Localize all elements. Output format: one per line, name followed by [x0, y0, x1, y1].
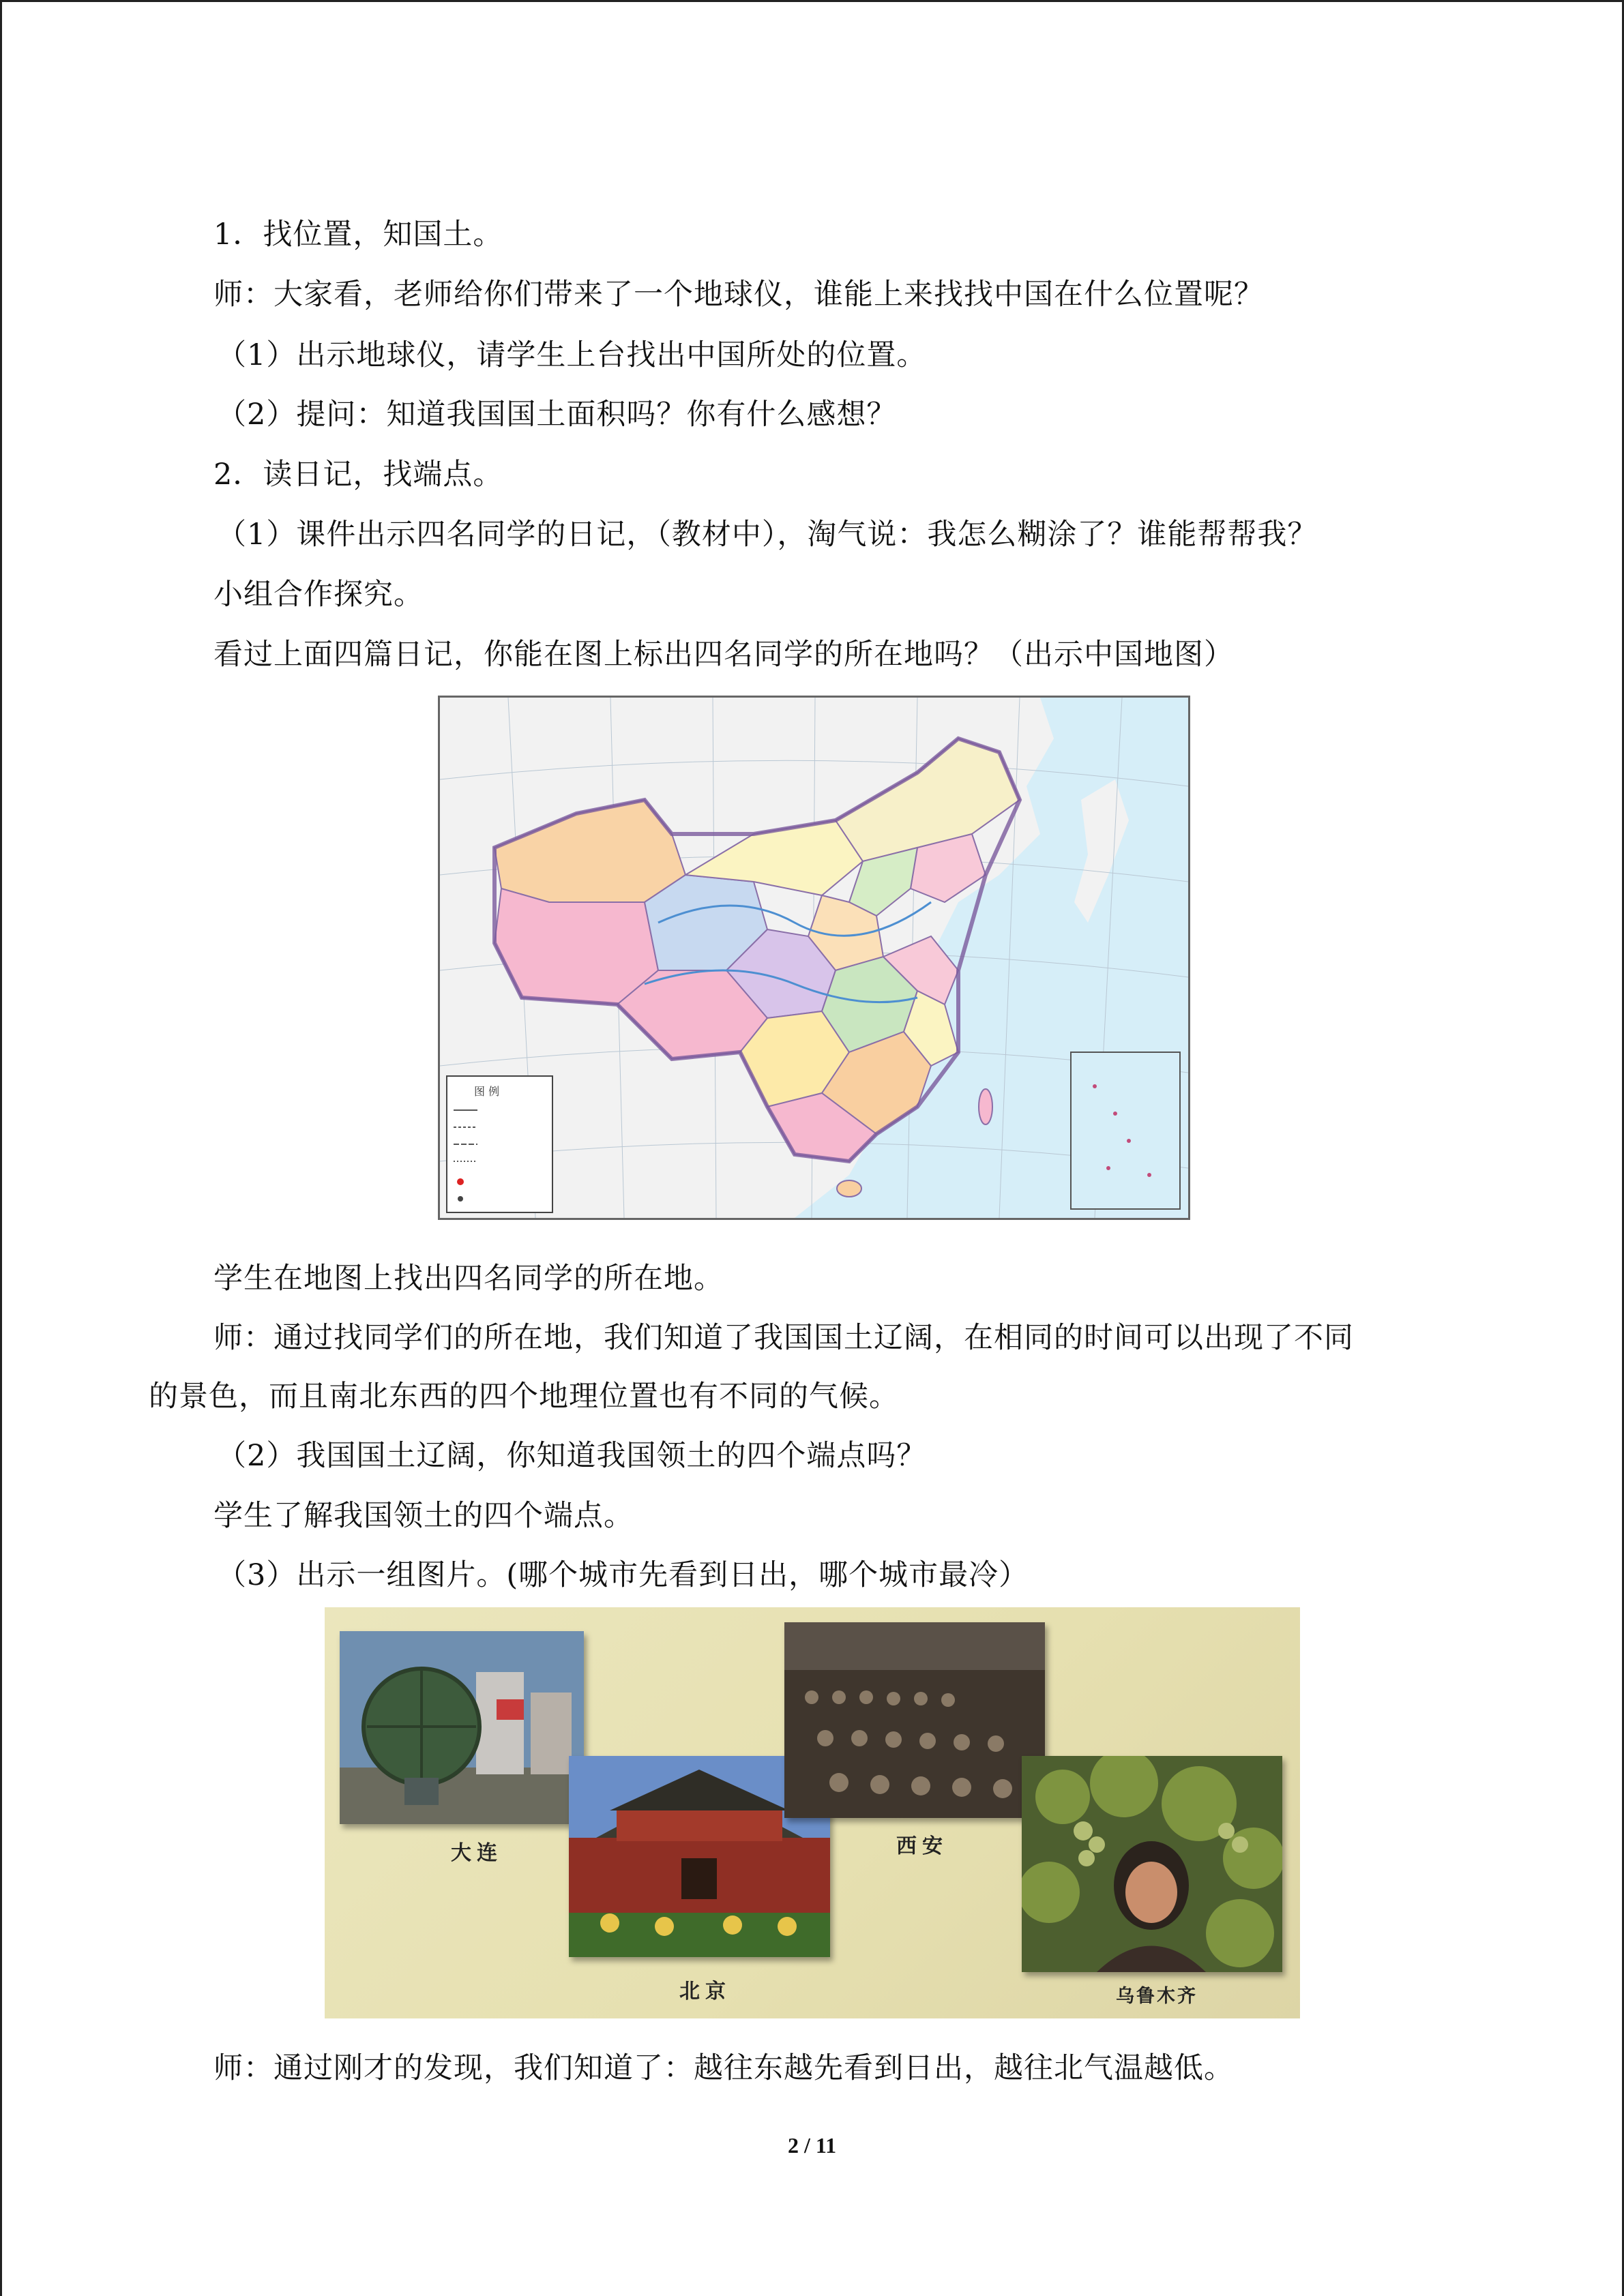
- paragraph: 师：通过刚才的发现，我们知道了：越往东越先看到日出，越往北气温越低。: [213, 2051, 1234, 2085]
- china-map-drawing: [440, 698, 1188, 1218]
- heading-1: 1．找位置，知国土。: [213, 218, 503, 252]
- page-number: 2 / 11: [787, 2133, 837, 2158]
- china-map-image: [438, 696, 1190, 1220]
- paragraph: （1）课件出示四名同学的日记，（教材中），淘气说：我怎么糊涂了？谁能帮帮我？: [217, 518, 1318, 552]
- paragraph: （3）出示一组图片。(哪个城市先看到日出，哪个城市最冷）: [217, 1558, 1029, 1592]
- page-border-left: [0, 0, 2, 2296]
- paragraph: 的景色，而且南北东西的四个地理位置也有不同的气候。: [149, 1380, 899, 1414]
- photo-label-beijing: 北京: [679, 1980, 731, 2003]
- paragraph: 学生在地图上找出四名同学的所在地。: [213, 1262, 724, 1296]
- dalian-photo-image: [340, 1631, 584, 1824]
- paragraph: （2）我国国土辽阔，你知道我国领土的四个端点吗？: [217, 1439, 927, 1473]
- paragraph: 学生了解我国领土的四个端点。: [213, 1499, 634, 1533]
- photo-urumqi: [1022, 1756, 1282, 1972]
- photo-label-urumqi: 乌鲁木齐: [1116, 1986, 1198, 2007]
- photo-xian: [784, 1622, 1045, 1818]
- paragraph: 看过上面四篇日记，你能在图上标出四名同学的所在地吗？（出示中国地图）: [213, 638, 1234, 672]
- paragraph: （2）提问：知道我国国土面积吗？你有什么感想？: [217, 398, 897, 432]
- xian-photo-image: [784, 1622, 1045, 1818]
- urumqi-photo-image: [1022, 1756, 1282, 1972]
- page-border-top: [0, 0, 1624, 2]
- photo-label-xian: 西安: [896, 1834, 948, 1858]
- paragraph: 师：通过找同学们的所在地，我们知道了我国国土辽阔，在相同的时间可以出现了不同: [213, 1321, 1354, 1355]
- photo-dalian: [340, 1631, 584, 1824]
- city-photo-collage: [325, 1607, 1300, 2018]
- heading-2: 2．读日记，找端点。: [213, 458, 503, 492]
- paragraph: 小组合作探究。: [213, 578, 424, 612]
- map-legend-title: 图 例: [474, 1085, 500, 1098]
- paragraph: （1）出示地球仪，请学生上台找出中国所处的位置。: [217, 338, 927, 372]
- paragraph: 师：大家看，老师给你们带来了一个地球仪，谁能上来找找中国在什么位置呢？: [213, 278, 1264, 312]
- photo-label-dalian: 大连: [451, 1841, 503, 1865]
